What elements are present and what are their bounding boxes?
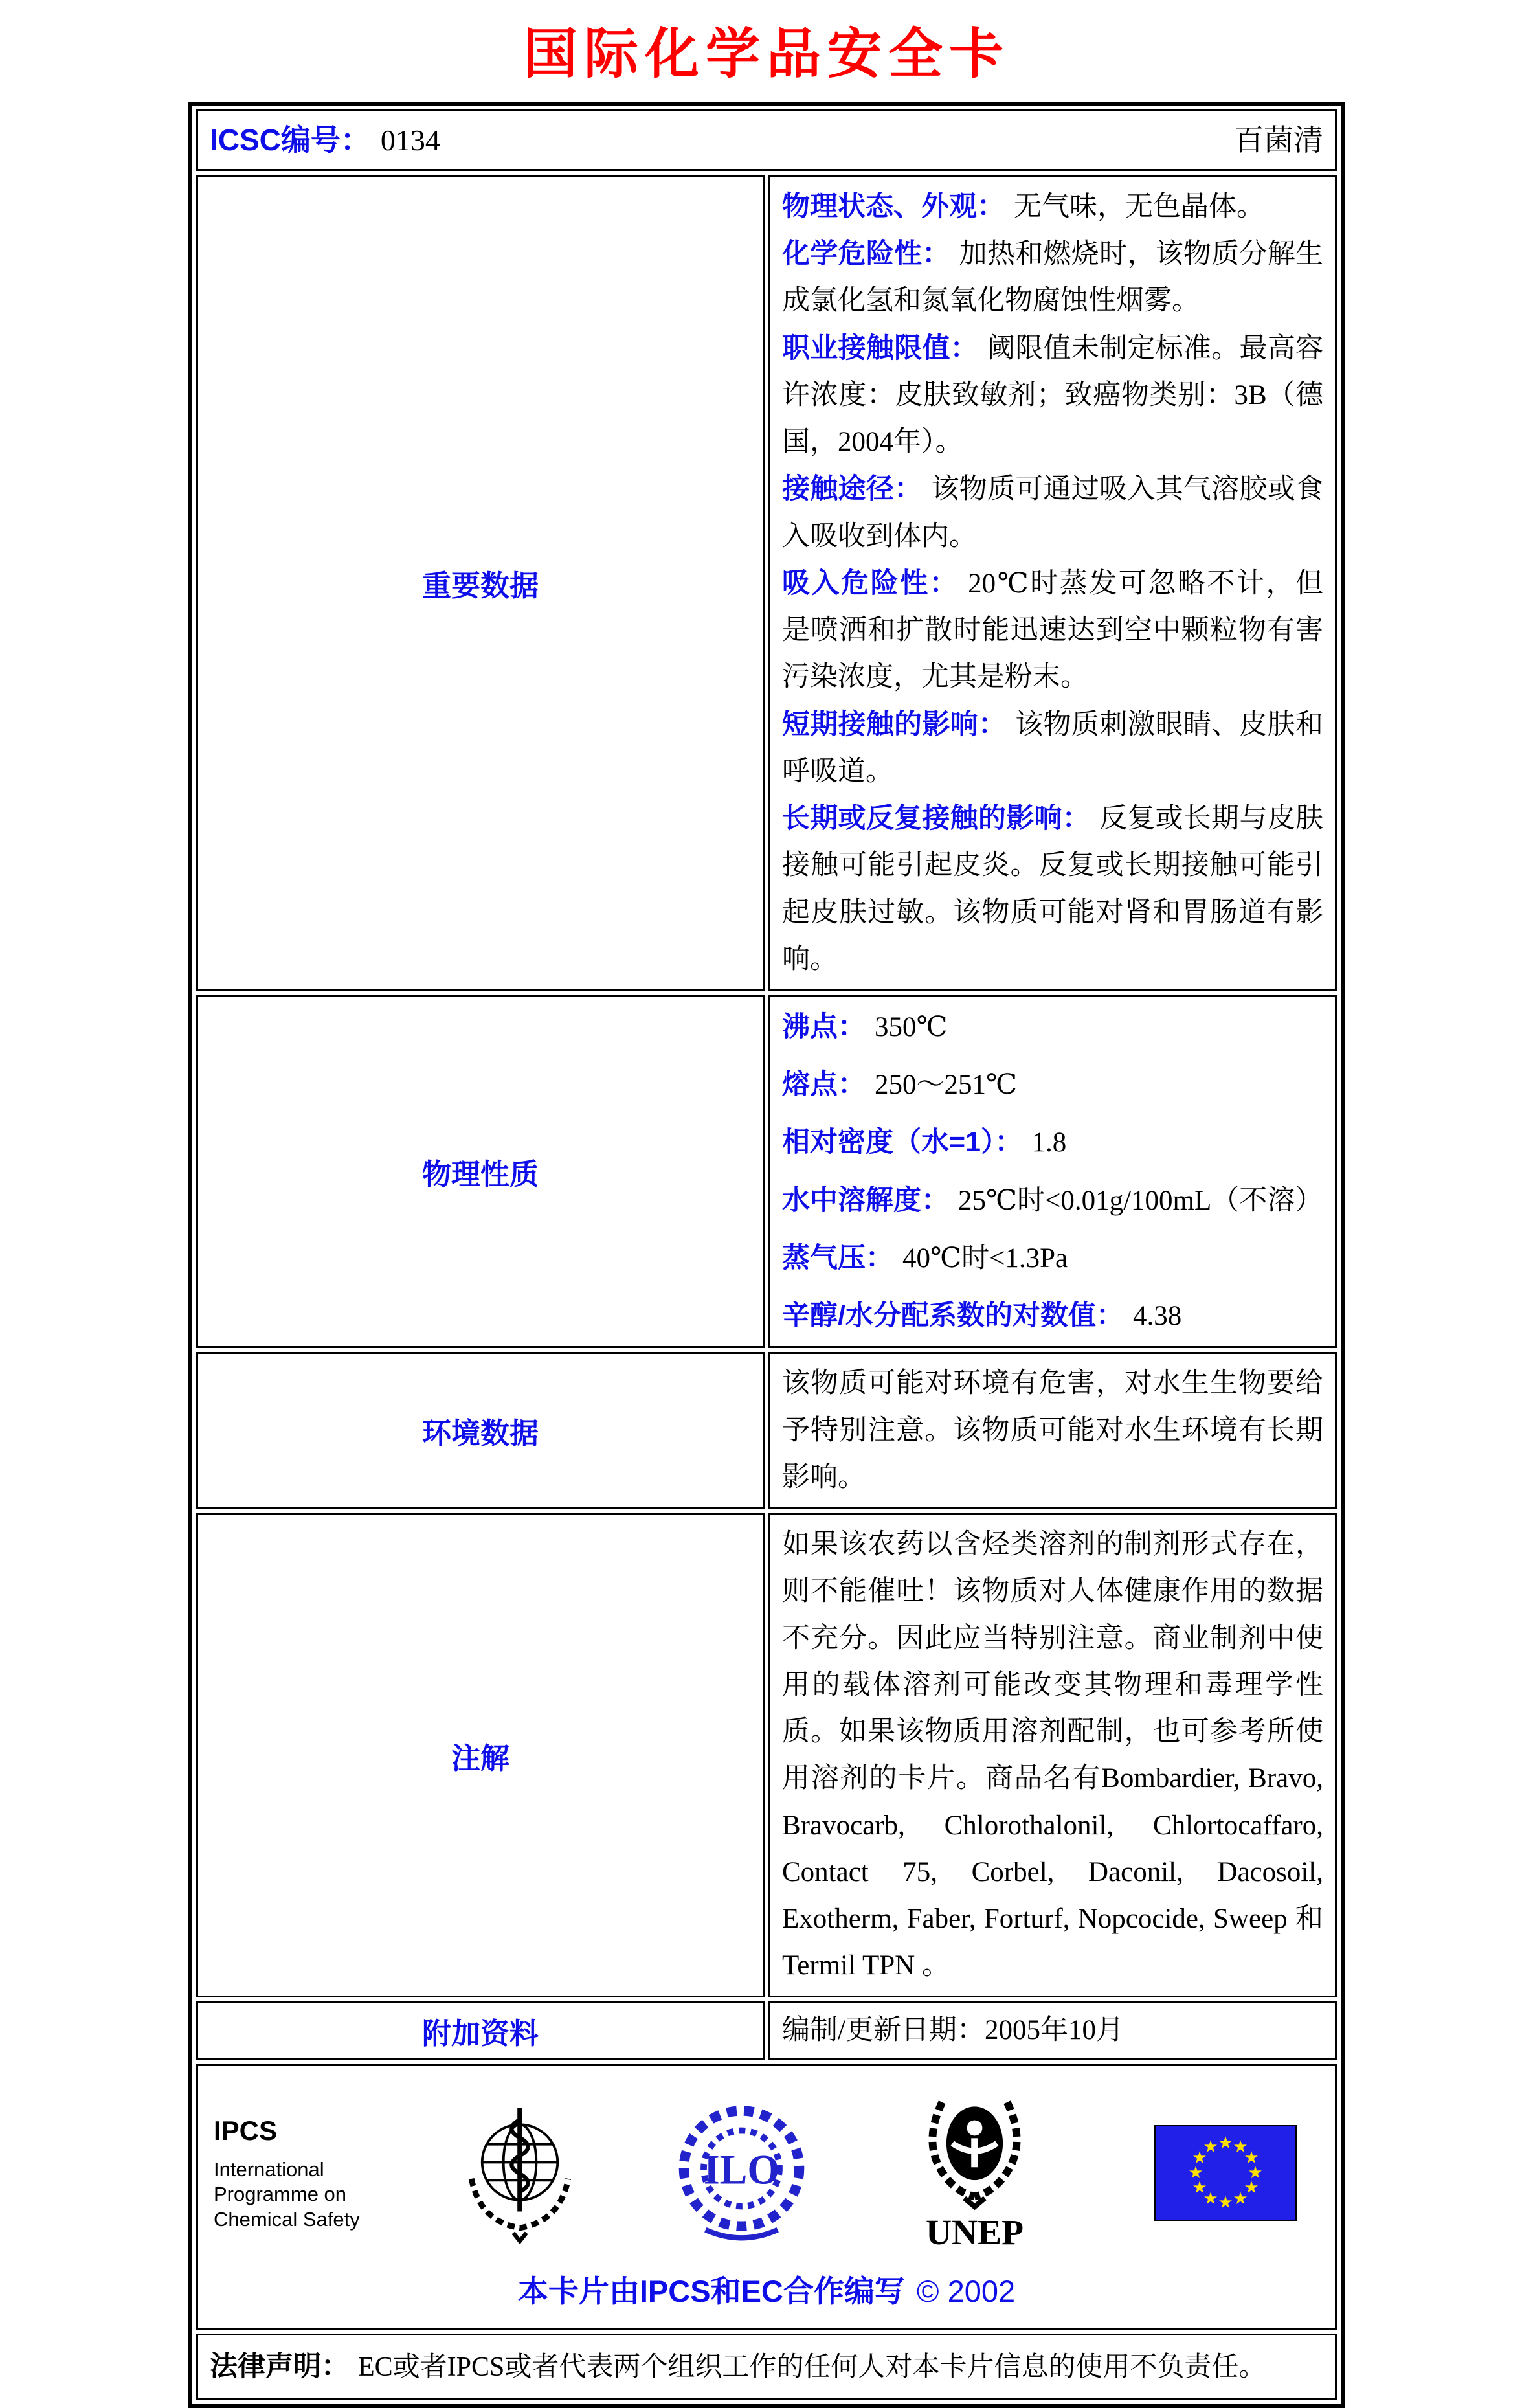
cooperation-caption — [210, 2267, 1323, 2311]
ilo-logo-icon — [678, 2095, 805, 2251]
field-label: 吸入危险性： — [782, 567, 959, 599]
organizations-row — [196, 2064, 1337, 2330]
field-value: 250～251℃ — [875, 1070, 1018, 1101]
additional-info-content — [768, 2001, 1337, 2060]
field-label: 熔点： — [782, 1069, 866, 1101]
data-item — [782, 1235, 1323, 1282]
notes-row — [196, 1513, 1337, 1997]
field-value: 该物质可通过吸入其气溶胶或食入吸收到体内。 — [782, 474, 1324, 552]
svg-text:★: ★ — [1203, 2137, 1218, 2157]
environment-data-content — [768, 1352, 1337, 1509]
field-value: 加热和燃烧时，该物质分解生成氯化氢和氮氧化物腐蚀性烟雾。 — [782, 239, 1324, 317]
update-date-value: 2005年10月 — [984, 2015, 1124, 2046]
svg-text:★: ★ — [1244, 2148, 1259, 2168]
svg-text:★: ★ — [1218, 2193, 1233, 2213]
field-value: 20℃时蒸发可忽略不计，但是喷洒和扩散时能迅速达到空中颗粒物有害污染浓度，尤其是粉末。 — [782, 568, 1323, 693]
field-label: 短期接触的影响： — [782, 708, 1007, 740]
field-value: 4.38 — [1132, 1301, 1182, 1332]
svg-text:★: ★ — [1188, 2163, 1203, 2183]
data-item — [782, 1119, 1323, 1166]
field-value: 阈限值未制定标准。最高容许浓度：皮肤致敏剂；致癌物类别：3B（德国，2004年）。 — [782, 333, 1324, 458]
card-header — [210, 118, 1323, 163]
legal-row — [196, 2334, 1337, 2400]
section-label-additional: 附加资料 — [196, 2001, 765, 2060]
field-label: 相对密度（水=1）： — [782, 1127, 1023, 1158]
field-label: 化学危险性： — [782, 238, 950, 270]
legal-notice — [196, 2334, 1337, 2400]
legal-label: 法律声明： — [210, 2350, 349, 2382]
important-data-row — [196, 175, 1337, 991]
section-label-notes: 注解 — [196, 1513, 765, 1997]
field-value: 40℃时<1.3Pa — [902, 1243, 1068, 1274]
svg-text:★: ★ — [1233, 2189, 1248, 2209]
data-item — [782, 1177, 1323, 1224]
update-date-label: 编制/更新日期： — [782, 2015, 985, 2046]
field-label: 接触途径： — [782, 473, 923, 505]
legal-text: EC或者IPCS或者代表两个组织工作的任何人对本卡片信息的使用不负责任。 — [358, 2352, 1266, 2382]
ipcs-subtitle-line3: Chemical Safety — [214, 2208, 360, 2231]
section-label-important: 重要数据 — [196, 175, 765, 991]
chemical-name: 百菌清 — [1234, 124, 1323, 157]
svg-text:★: ★ — [1218, 2133, 1233, 2154]
header-row — [196, 109, 1337, 171]
field-value: 反复或长期与皮肤接触可能引起皮炎。反复或长期接触可能引起皮肤过敏。该物质可能对肾和胃肠道有影响。 — [782, 804, 1324, 974]
section-label-physical: 物理性质 — [196, 995, 765, 1348]
field-label: 蒸气压： — [782, 1242, 893, 1274]
svg-text:★: ★ — [1192, 2148, 1207, 2168]
svg-text:★: ★ — [1244, 2178, 1259, 2198]
field-label: 辛醇/水分配系数的对数值： — [782, 1300, 1124, 1332]
notes-text: 如果该农药以含烃类溶剂的制剂形式存在，则不能催吐！该物质对人体健康作用的数据不充分。因此应当特别注意。商业制剂中使用的载体溶剂可能改变其物理和毒理学性质。如果该物质用溶剂配制，也可参考所使用溶剂的卡片。商品名有Bombardier, Bravo, Bravocarb, Chlorothalonil, Chlortocaffaro, Contact 75, Corbel, Daconil, Dacosoil, Exotherm, Faber, Forturf, Nopcocide, Sweep 和 Termil TPN 。 — [782, 1529, 1323, 1981]
data-item — [782, 231, 1323, 324]
page-title: 国际化学品安全卡 — [522, 25, 1010, 85]
field-value: 该物质刺激眼睛、皮肤和呼吸道。 — [782, 709, 1324, 787]
caption-text: 本卡片由IPCS和EC合作编写 — [517, 2273, 905, 2308]
field-label: 水中溶解度： — [782, 1184, 949, 1216]
data-item — [782, 795, 1323, 983]
field-value: 350℃ — [875, 1011, 948, 1042]
icsc-number-label: ICSC编号： — [210, 123, 370, 157]
ipcs-subtitle-line1: International — [214, 2157, 324, 2181]
svg-text:★: ★ — [1233, 2137, 1248, 2157]
data-item — [782, 701, 1323, 795]
svg-text:★: ★ — [1203, 2189, 1218, 2209]
data-item — [782, 1292, 1323, 1340]
data-item — [782, 183, 1323, 231]
environment-data-row — [196, 1352, 1337, 1509]
safety-card-table — [188, 102, 1345, 2408]
who-logo-icon — [458, 2095, 581, 2251]
field-value: 1.8 — [1031, 1127, 1067, 1158]
field-value: 无气味，无色晶体。 — [1014, 192, 1264, 222]
data-item — [782, 560, 1323, 701]
section-label-environment: 环境数据 — [196, 1352, 765, 1509]
field-label: 物理状态、外观： — [782, 191, 1005, 222]
field-label: 职业接触限值： — [782, 332, 978, 364]
copyright-text: © 2002 — [916, 2273, 1016, 2308]
logos-strip — [210, 2073, 1323, 2256]
physical-properties-content — [768, 995, 1337, 1348]
ipcs-subtitle-line2: Programme on — [214, 2183, 347, 2206]
data-item — [782, 466, 1323, 559]
eu-flag-icon — [1154, 2125, 1297, 2221]
data-item — [782, 1004, 1323, 1051]
data-item — [782, 1061, 1323, 1108]
environment-text: 该物质可能对环境有危害，对水生生物要给予特别注意。该物质可能对水生环境有长期影响。 — [782, 1368, 1323, 1492]
data-item — [782, 325, 1323, 466]
unep-logo-icon — [915, 2091, 1035, 2256]
field-label: 长期或反复接触的影响： — [782, 803, 1091, 835]
physical-properties-row — [196, 995, 1337, 1348]
svg-text:★: ★ — [1192, 2178, 1207, 2198]
field-label: 沸点： — [782, 1011, 866, 1042]
ilo-logo-text: ILO — [703, 2147, 780, 2194]
notes-content — [768, 1513, 1337, 1997]
svg-text:★: ★ — [1248, 2163, 1263, 2183]
additional-info-row — [196, 2001, 1337, 2060]
ipcs-block — [214, 2114, 375, 2233]
icsc-number-value: 0134 — [380, 124, 440, 157]
important-data-content — [768, 175, 1337, 991]
field-value: 25℃时<0.01g/100mL（不溶） — [958, 1185, 1323, 1216]
unep-logo-text: UNEP — [925, 2213, 1024, 2253]
ipcs-title: IPCS — [214, 2115, 278, 2146]
